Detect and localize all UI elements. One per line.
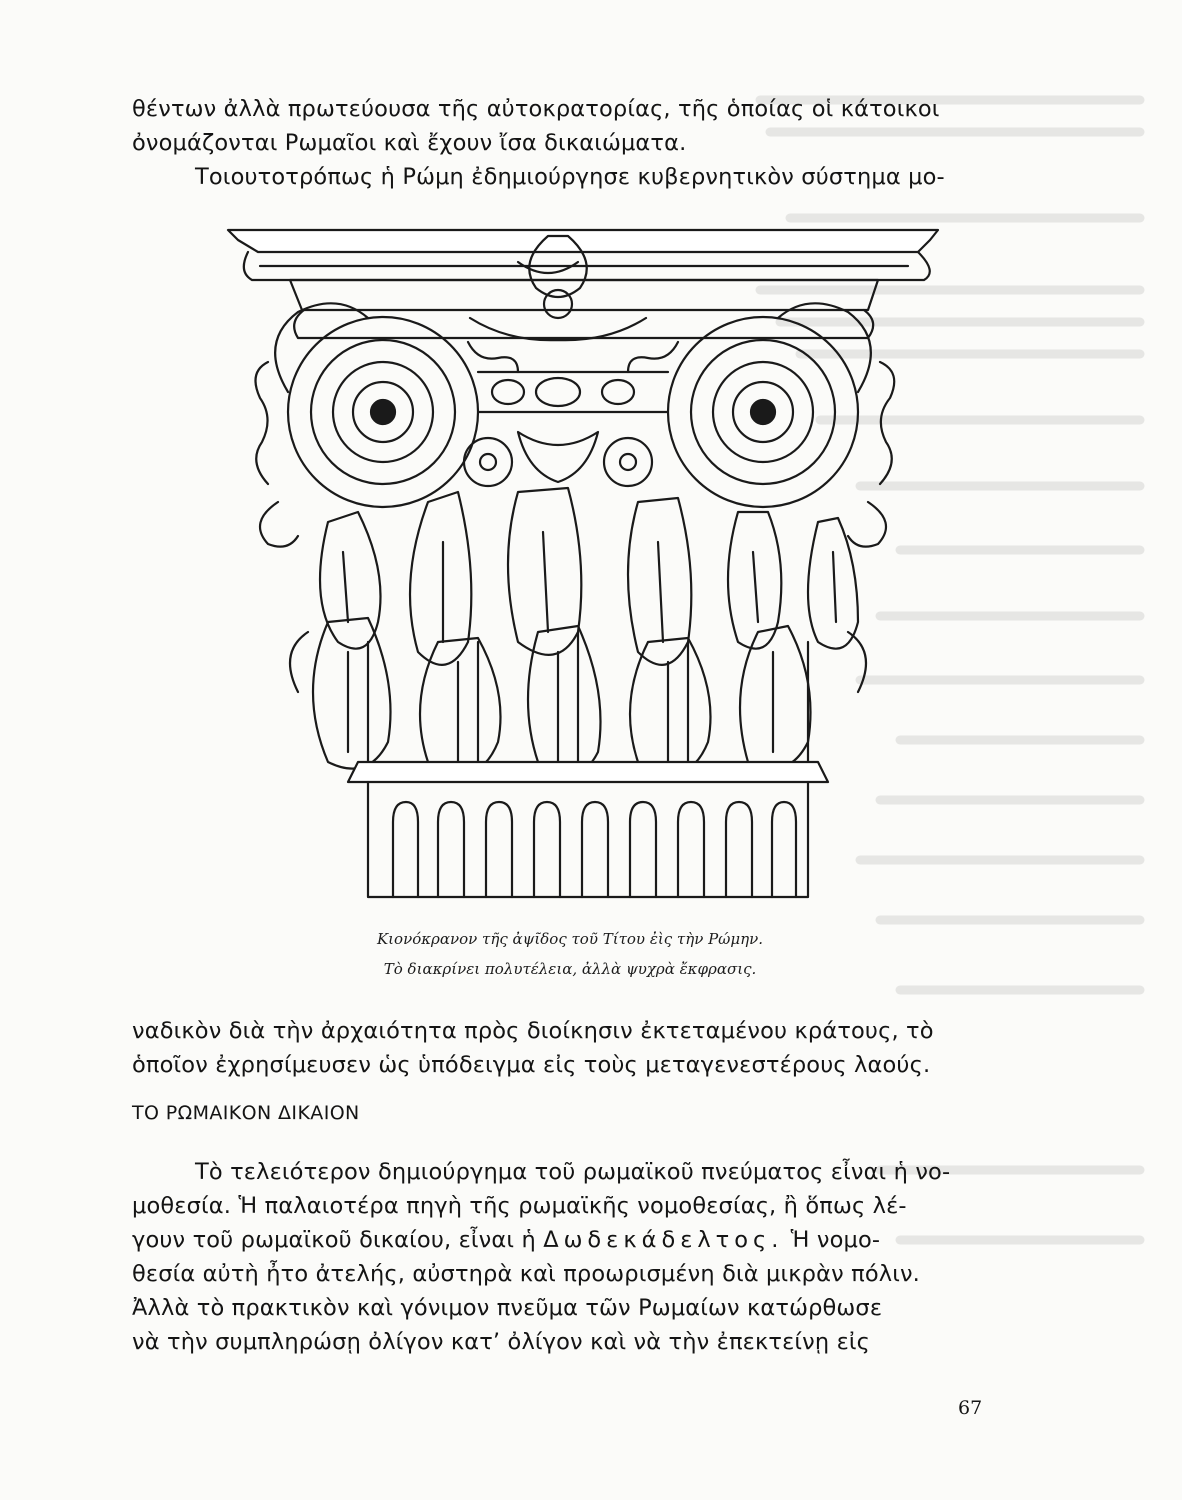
section-heading: ΤΟ ΡΩΜΑΙΚΟΝ ΔΙΚΑΙΟΝ [132, 1102, 360, 1124]
corinthian-capital-illustration [218, 222, 946, 922]
body-text-line: Ἀλλὰ τὸ πρακτικὸν καὶ γόνιμον πνεῦμα τῶν Ρωμαίων κατώρθωσε [132, 1295, 883, 1321]
body-text-line: μοθεσία. Ἡ παλαιοτέρα πηγὴ τῆς ρωμαϊκῆς νομοθεσίας, ἢ ὅπως λέ- [132, 1193, 907, 1219]
body-text-line [132, 1223, 992, 1257]
body-text-line: ὀνομάζονται Ρωμαῖοι καὶ ἔχουν ἴσα δικαιώματα. [132, 130, 687, 156]
figure-caption-line-1: Κιονόκρανον τῆς ἀψῖδος τοῦ Τίτου ἐὶς τὴν Ρώμην. [376, 930, 764, 948]
body-text-line: θέντων ἀλλὰ πρωτεύουσα τῆς αὐτοκρατορίας, τῆς ὁποίας οἱ κάτοικοι [132, 96, 940, 122]
body-text-line: ὁποῖον ἐχρησίμευσεν ὡς ὑπόδειγμα εἰς τοὺς μεταγενεστέρους λαούς. [132, 1052, 931, 1078]
body-text-line: νὰ τὴν συμπληρώσῃ ὀλίγον κατ’ ὀλίγον καὶ νὰ τὴν ἐπεκτείνῃ εἰς [132, 1329, 871, 1355]
body-text-line: ναδικὸν διὰ τὴν ἀρχαιότητα πρὸς διοίκησιν ἐκτεταμένου κράτους, τὸ [132, 1018, 934, 1044]
page-number: 67 [958, 1397, 983, 1419]
line-segment: γουν τοῦ ρωμαϊκοῦ δικαίου, εἶναι ἡ [132, 1227, 536, 1253]
body-text-line: θεσία αὐτὴ ἦτο ἀτελής, αὐστηρὰ καὶ προωρισμένη διὰ μικρὰν πόλιν. [132, 1261, 920, 1287]
spaced-term: Δωδεκάδελτος. [543, 1227, 784, 1253]
body-text-line: Τὸ τελειότερον δημιούργημα τοῦ ρωμαϊκοῦ πνεύματος εἶναι ἡ νο- [195, 1159, 951, 1185]
line-segment: Ἡ νομο- [790, 1227, 881, 1253]
figure-caption-line-2: Τὸ διακρίνει πολυτέλεια, ἀλλὰ ψυχρὰ ἔκφρασις. [383, 960, 757, 978]
body-text-line: Τοιουτοτρόπως ἡ Ρώμη ἐδημιούργησε κυβερνητικὸν σύστημα μο- [195, 164, 945, 190]
